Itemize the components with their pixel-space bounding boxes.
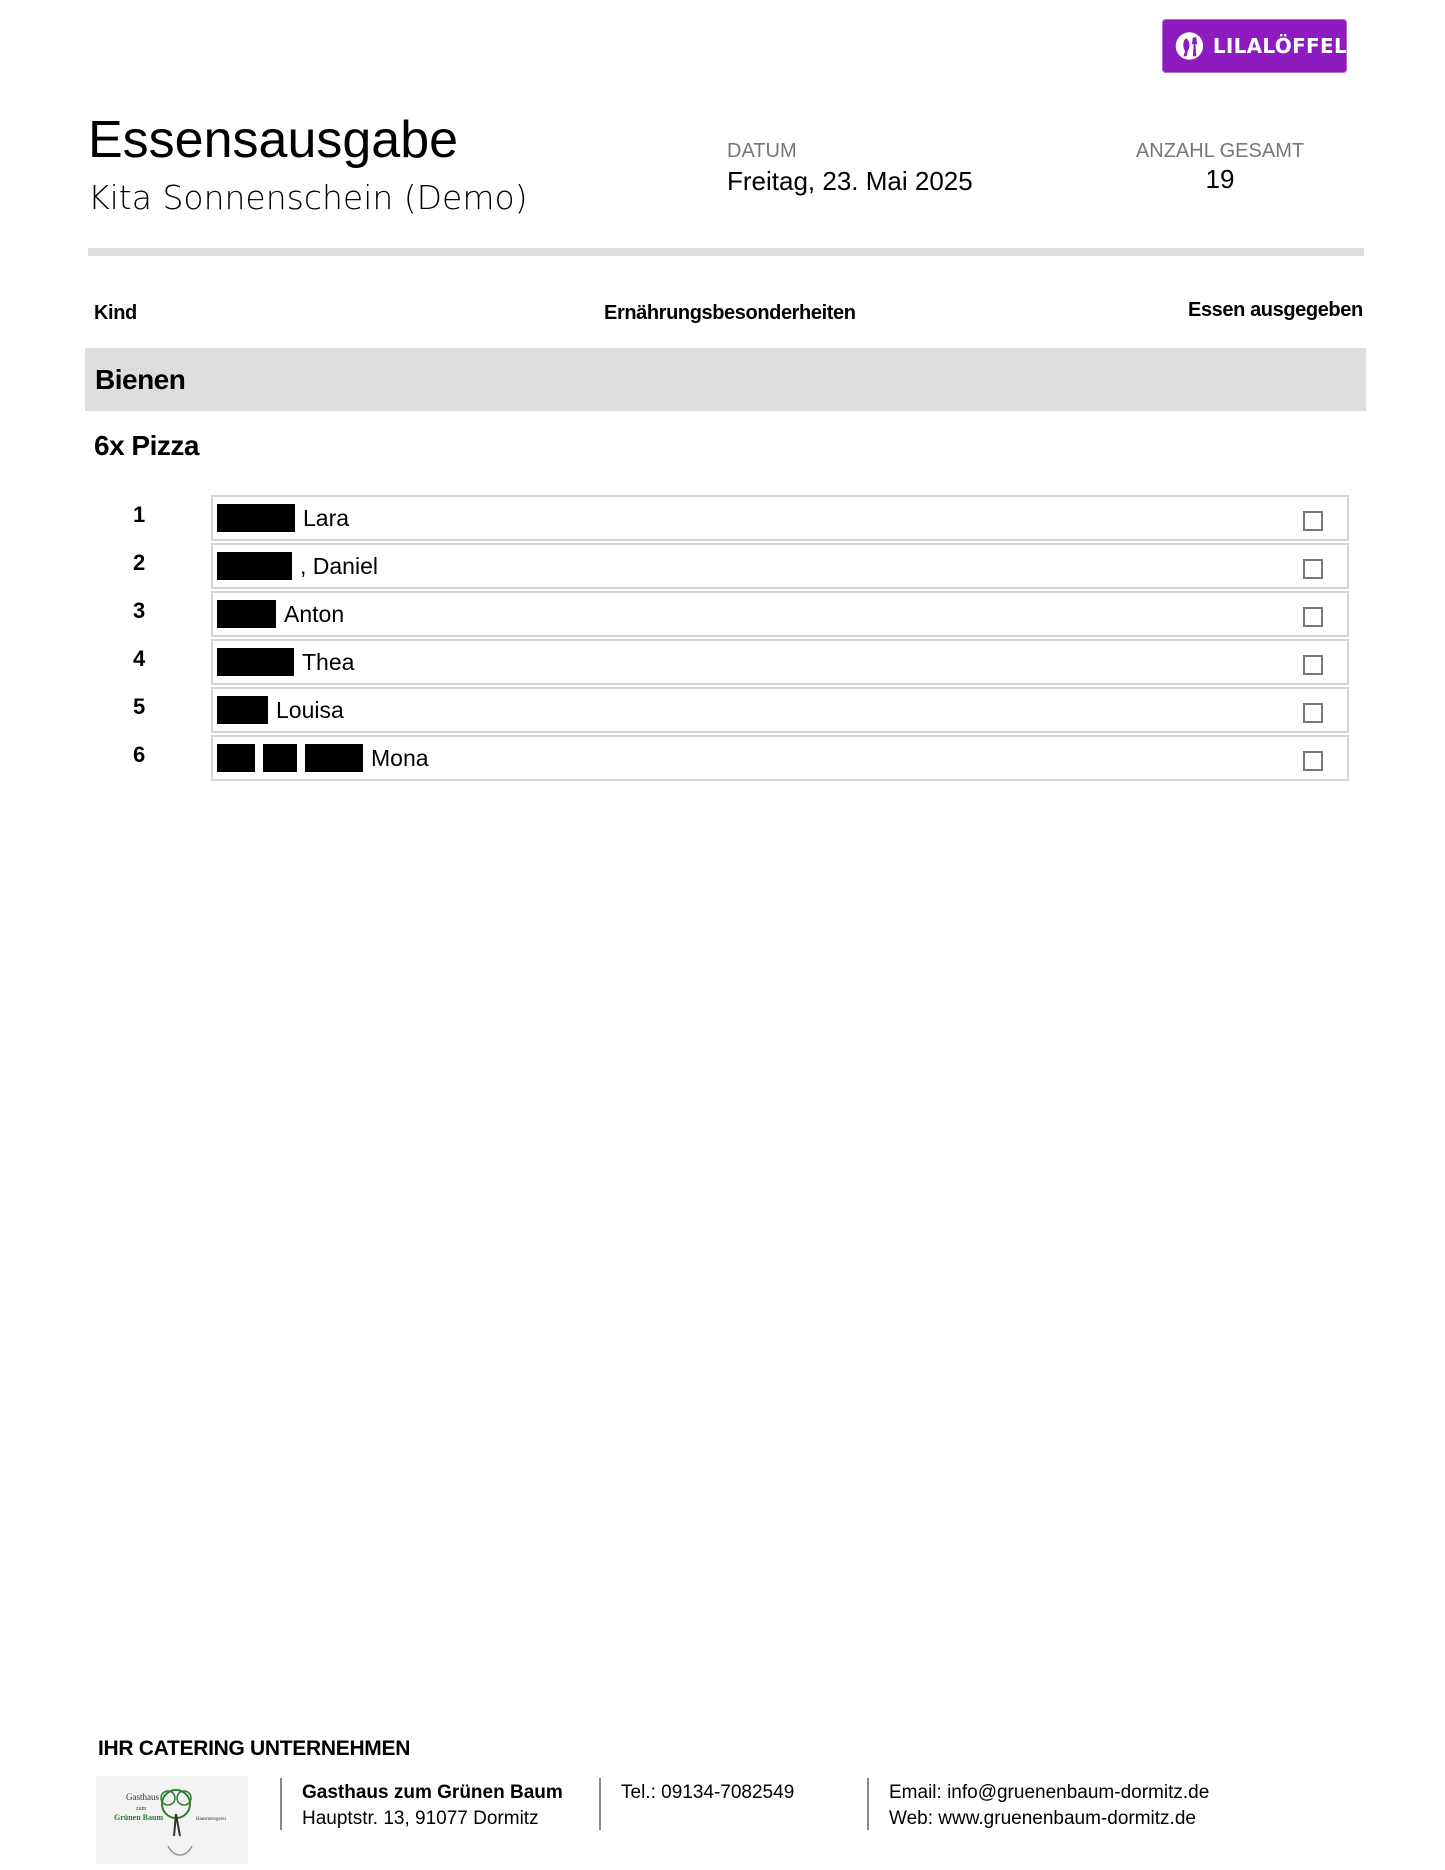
table-row (211, 687, 1349, 733)
brand-name: LILALÖFFEL (1212, 34, 1347, 58)
caterer-logo (96, 1776, 248, 1864)
row-number: 4 (133, 646, 146, 671)
footer-phone: Tel.: 09134-7082549 (621, 1782, 795, 1803)
group-header: Bienen (85, 348, 1366, 411)
footer-phone-block (621, 1780, 794, 1806)
svg-text:zum: zum (136, 1806, 147, 1812)
total-count-block (1120, 139, 1320, 195)
child-name: , Daniel (300, 552, 378, 579)
header-divider (88, 248, 1364, 256)
redacted-block (217, 600, 276, 628)
column-header-diet: Ernährungsbesonderheiten (604, 302, 856, 324)
column-header-served: Essen ausgegeben (1188, 299, 1363, 321)
redacted-block (217, 648, 294, 676)
footer-company-name: Gasthaus zum Grünen Baum (302, 1782, 563, 1803)
table-row (211, 495, 1349, 541)
footer-address: Hauptstr. 13, 91077 Dormitz (302, 1808, 539, 1829)
svg-text:Hausmetzgerei: Hausmetzgerei (196, 1817, 226, 1822)
date-label: DATUM (727, 140, 797, 162)
child-name: Thea (302, 648, 355, 675)
page-subtitle: Kita Sonnenschein (Demo) (88, 178, 528, 217)
redacted-block (217, 504, 295, 532)
footer-separator (867, 1778, 869, 1830)
redacted-block (217, 696, 268, 724)
lilaloeffel-logo (1162, 19, 1347, 73)
redacted-block (217, 744, 255, 772)
spoon-icon (1174, 28, 1205, 64)
served-checkbox[interactable] (1303, 751, 1323, 771)
total-count-value: 19 (1205, 164, 1235, 194)
date-value: Freitag, 23. Mai 2025 (727, 166, 973, 196)
svg-text:Gasthaus: Gasthaus (126, 1792, 159, 1802)
footer-email[interactable]: Email: info@gruenenbaum-dormitz.de (889, 1782, 1210, 1803)
total-count-label: ANZAHL GESAMT (1135, 140, 1305, 162)
child-name: Lara (303, 504, 350, 531)
footer-company-block (302, 1780, 563, 1832)
footer-separator (280, 1778, 282, 1830)
footer-separator (599, 1778, 601, 1830)
row-number: 3 (133, 598, 146, 623)
footer-title: IHR CATERING UNTERNEHMEN (98, 1737, 411, 1760)
child-name: Anton (284, 600, 345, 627)
served-checkbox[interactable] (1303, 703, 1323, 723)
meal-heading: 6x Pizza (94, 430, 199, 461)
served-checkbox[interactable] (1303, 655, 1323, 675)
footer-web[interactable]: Web: www.gruenenbaum-dormitz.de (889, 1808, 1196, 1829)
served-checkbox[interactable] (1303, 511, 1323, 531)
column-header-kind: Kind (94, 302, 137, 324)
footer-contact-block (889, 1780, 1209, 1832)
table-row (211, 735, 1349, 781)
table-row (211, 543, 1349, 589)
row-number: 6 (133, 742, 146, 767)
redacted-block (305, 744, 363, 772)
page-title: Essensausgabe (88, 111, 459, 169)
date-block (727, 139, 973, 197)
row-number: 1 (133, 502, 146, 527)
row-number: 2 (133, 550, 146, 575)
row-number: 5 (133, 694, 146, 719)
served-checkbox[interactable] (1303, 559, 1323, 579)
table-row (211, 639, 1349, 685)
redacted-block (217, 552, 292, 580)
child-name: Louisa (276, 696, 344, 723)
served-checkbox[interactable] (1303, 607, 1323, 627)
child-name: Mona (371, 744, 429, 771)
redacted-block (263, 744, 297, 772)
svg-text:Grünen Baum: Grünen Baum (114, 1813, 164, 1822)
table-row (211, 591, 1349, 637)
